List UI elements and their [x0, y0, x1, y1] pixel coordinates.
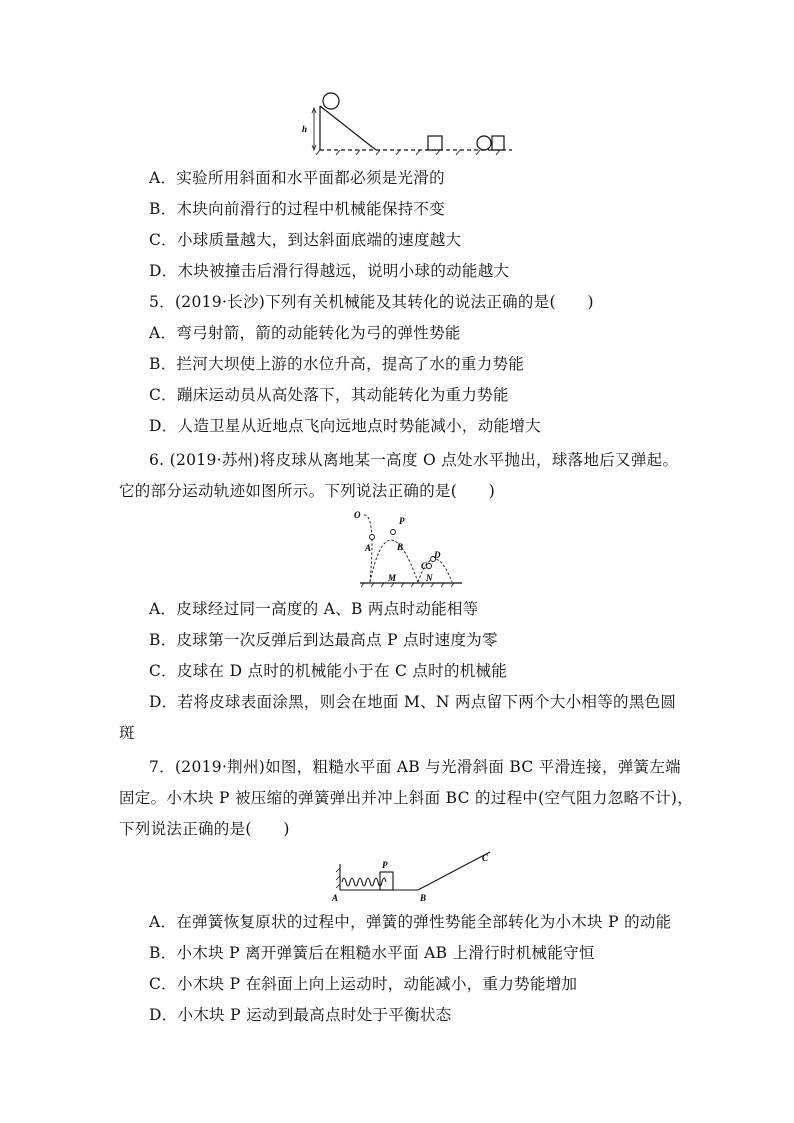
label-c: C — [482, 853, 489, 863]
q5-option-a: A．弯弓射箭，箭的动能转化为弓的弹性势能 — [149, 324, 461, 342]
q6-stem-line2: 它的部分运动轨迹如图所示。下列说法正确的是( ) — [119, 482, 496, 500]
label-n: N — [426, 573, 433, 583]
label-o: O — [354, 510, 361, 520]
q6-option-d-cont: 斑 — [119, 724, 135, 742]
q4-option-d: D．木块被撞击后滑行得越远，说明小球的动能越大 — [149, 262, 510, 280]
q7-option-c: C．小木块 P 在斜面上向上运动时，动能减小，重力势能增加 — [149, 975, 578, 993]
q4-option-a: A．实验所用斜面和水平面都必须是光滑的 — [149, 169, 445, 187]
q7-spring-incline-figure — [330, 846, 500, 904]
label-h: h — [302, 124, 308, 134]
q6-option-a: A．皮球经过同一高度的 A、B 两点时动能相等 — [149, 600, 479, 618]
label-a: A — [332, 893, 339, 903]
label-b: B — [397, 542, 404, 552]
label-m: M — [388, 573, 397, 583]
q7-option-d: D．小木块 P 运动到最高点时处于平衡状态 — [149, 1006, 452, 1024]
q4-option-c: C．小球质量越大，到达斜面底端的速度越大 — [149, 231, 462, 249]
q4-option-b: B．木块向前滑行的过程中机械能保持不变 — [149, 200, 446, 218]
q7-stem-line1: 7．(2019·荆州)如图，粗糙水平面 AB 与光滑斜面 BC 平滑连接，弹簧左端 — [149, 758, 681, 776]
q5-option-b: B．拦河大坝使上游的水位升高，提高了水的重力势能 — [149, 355, 525, 373]
label-c: C — [421, 561, 428, 571]
q6-option-c: C．皮球在 D 点时的机械能小于在 C 点时的机械能 — [149, 662, 508, 680]
q5-option-c: C．蹦床运动员从高处落下，其动能转化为重力势能 — [149, 386, 509, 404]
q7-stem-line3: 下列说法正确的是( ) — [119, 820, 290, 838]
q6-option-b: B．皮球第一次反弹后到达最高点 P 点时速度为零 — [149, 631, 498, 649]
q7-option-a: A．在弹簧恢复原状的过程中，弹簧的弹性势能全部转化为小木块 P 的动能 — [149, 913, 672, 931]
label-p: P — [382, 860, 388, 870]
q4-ramp-figure — [300, 88, 520, 158]
q7-option-b: B．小木块 P 离开弹簧后在粗糙水平面 AB 上滑行时机械能守恒 — [149, 944, 595, 962]
q5-stem: 5．(2019·长沙)下列有关机械能及其转化的说法正确的是( ) — [149, 293, 594, 311]
q6-stem-line1: 6. (2019·苏州)将皮球从离地某一高度 O 点处水平抛出，球落地后又弹起。 — [149, 451, 679, 469]
q6-bounce-figure — [350, 506, 470, 588]
label-p: P — [399, 516, 405, 526]
q6-option-d: D．若将皮球表面涂黑，则会在地面 M、N 两点留下两个大小相等的黑色圆 — [149, 693, 677, 711]
label-d: D — [434, 550, 441, 560]
label-b: B — [420, 893, 427, 903]
label-a: A — [365, 543, 372, 553]
q5-option-d: D．人造卫星从近地点飞向远地点时势能减小，动能增大 — [149, 417, 541, 435]
q7-stem-line2: 固定。小木块 P 被压缩的弹簧弹出并冲上斜面 BC 的过程中(空气阻力忽略不计)， — [119, 789, 694, 807]
